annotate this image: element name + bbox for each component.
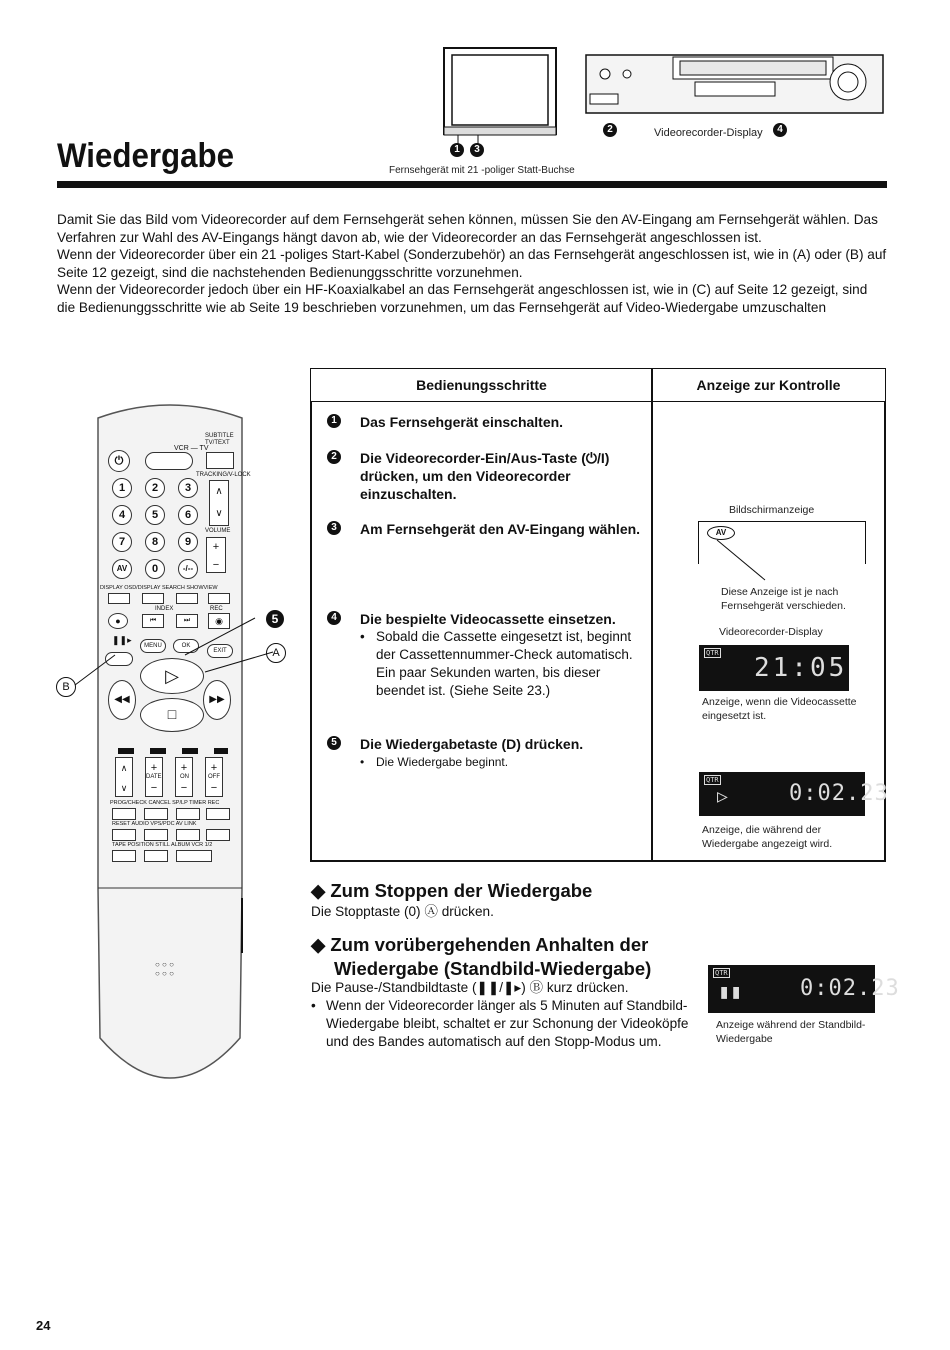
intro-text — [57, 211, 887, 317]
digit-1-button[interactable]: 1 — [112, 478, 132, 498]
chevron-up-icon: ∧ — [215, 486, 223, 497]
step-note: • Die Wiedergabe beginnt. — [360, 753, 642, 771]
title-rule — [57, 181, 887, 188]
diamond-icon: ◆ — [311, 934, 326, 955]
pause-indicator-icon: ▮▮ — [718, 979, 743, 1003]
cancel-button[interactable] — [144, 808, 168, 820]
speaker-holes: ○ ○ ○ ○ ○ ○ — [155, 960, 174, 978]
step-1 — [327, 413, 642, 431]
callout-5: 5 — [266, 610, 284, 628]
screen-pointer-line — [715, 538, 775, 583]
fast-forward-button[interactable]: ▶▶ — [203, 680, 231, 720]
vcr12-switch[interactable] — [176, 850, 212, 862]
step-5 — [327, 735, 642, 771]
timer-rec-button[interactable] — [206, 808, 230, 820]
lcd-tag: QTR — [706, 649, 719, 657]
table-border-left — [310, 401, 312, 861]
screen-label: Bildschirmanzeige — [729, 504, 815, 516]
volume-button[interactable] — [206, 537, 226, 573]
lcd-caption-still: Anzeige während der Standbild-Wiedergabe — [716, 1019, 866, 1045]
remote-label-volume: VOLUME — [205, 528, 231, 534]
still-album-button[interactable] — [144, 850, 168, 862]
page-number: 24 — [36, 1318, 51, 1333]
play-indicator-icon: ▷ — [717, 786, 728, 807]
stop-title: Zum Stoppen der Wiedergabe — [330, 880, 593, 901]
page-title: Wiedergabe — [57, 137, 235, 175]
step-text: Die Videorecorder-Ein/Aus-Taste (⏻/I) drücken, um den Videorecorder einzuschalten. — [360, 450, 610, 502]
step-text: Die Wiedergabetaste (D) drücken. — [360, 736, 584, 752]
rewind-index-button[interactable]: ⏮ — [142, 614, 164, 628]
intro-paragraph: Damit Sie das Bild vom Videorecorder auf dem Fernsehgerät sehen können, müssen Sie den AV-Eingang am Fernsehgerät wählen. Das Verfahren zur Wahl des AV-Eingangs hängt davon ab, wie der Videorecorder an das Fernsehgerät angeschlossen ist. — [57, 212, 878, 245]
remote-label-subtitle — [205, 433, 235, 447]
ttext-label: TV/TEXT — [205, 440, 230, 446]
forward-index-button[interactable]: ⏭ — [176, 614, 198, 628]
tracking-lower-button[interactable]: ∧ ∨ — [115, 757, 133, 797]
vcr-caption: Videorecorder-Display — [654, 127, 763, 139]
step-text: Am Fernsehgerät den AV-Eingang wählen. — [360, 521, 641, 537]
av-button[interactable]: AV — [112, 559, 132, 579]
digit-2-button[interactable]: 2 — [145, 478, 165, 498]
lcd-tag: QTR — [706, 776, 719, 784]
on-button[interactable]: + − — [175, 757, 193, 797]
subtitle-label: SUBTITLE — [205, 433, 234, 439]
off-button[interactable]: + − — [205, 757, 223, 797]
step-3 — [327, 520, 642, 538]
table-header-display: Anzeige zur Kontrolle — [651, 368, 886, 402]
step-number: 3 — [327, 521, 341, 535]
date-button[interactable]: + − — [145, 757, 163, 797]
callout-a: A — [266, 643, 286, 663]
menu-button[interactable]: MENU — [140, 639, 166, 653]
pause-title-line1: Zum vorübergehenden Anhalten der — [330, 934, 649, 955]
record-button[interactable]: ● — [108, 613, 128, 629]
pause-heading — [311, 933, 648, 957]
stop-heading — [311, 879, 592, 903]
remote-divider — [118, 748, 228, 754]
digit-7-button[interactable]: 7 — [112, 532, 132, 552]
remote-label-date: DATE — [146, 774, 162, 780]
av-link-button[interactable] — [206, 829, 230, 841]
vcr-illustration — [585, 52, 885, 117]
tv-text-button[interactable] — [206, 452, 234, 469]
play-button[interactable]: ▷ — [140, 658, 204, 694]
showview-button[interactable] — [208, 593, 230, 604]
callout-1: 1 — [450, 143, 464, 157]
digit-3-button[interactable]: 3 — [178, 478, 198, 498]
power-button[interactable]: ⏻ — [108, 450, 130, 472]
lcd-time: 0:02.23 — [800, 976, 900, 1001]
lcd-frame-line — [884, 645, 886, 691]
tv-caption: Fernsehgerät mit 21 -poliger Statt-Buchse — [389, 165, 575, 176]
remote-label-rec: REC — [210, 606, 223, 612]
lcd-display-play — [699, 772, 889, 816]
remote-label-row3: TAPE POSITION STILL ALBUM VCR 1/2 — [112, 842, 213, 848]
pause-title-line2: Wiedergabe (Standbild-Wiedergabe) — [334, 958, 652, 979]
pause-bullet — [311, 997, 696, 1051]
digit-mode-button[interactable]: -/-- — [178, 559, 198, 579]
osd-button[interactable] — [142, 593, 164, 604]
callout-3: 3 — [470, 143, 484, 157]
digit-0-button[interactable]: 0 — [145, 559, 165, 579]
remote-label-index: INDEX — [155, 606, 174, 612]
step-number: 4 — [327, 611, 341, 625]
exit-button[interactable]: EXIT — [207, 644, 233, 658]
table-border-bottom — [310, 860, 886, 862]
rewind-button[interactable]: ◀◀ — [108, 680, 136, 720]
tv-illustration — [440, 45, 560, 150]
remote-label-row1: PROG/CHECK CANCEL SP/LP TIMER REC — [110, 800, 220, 806]
lcd-caption-insert: Anzeige, wenn die Videocassette eingesetzt ist. — [702, 696, 857, 722]
pause-body: Die Pause-/Standbildtaste (❚❚/❚▸) Ⓑ kurz drücken. — [311, 980, 629, 995]
vps-pdc-button[interactable] — [176, 829, 200, 841]
callout-4: 4 — [773, 123, 787, 137]
digit-6-button[interactable]: 6 — [178, 505, 198, 525]
step-number: 5 — [327, 736, 341, 750]
ok-button[interactable]: OK — [173, 639, 199, 653]
search-button[interactable] — [176, 593, 198, 604]
reset-button[interactable] — [112, 829, 136, 841]
step-number: 2 — [327, 450, 341, 464]
screen-note: Diese Anzeige ist je nach Fernsehgerät verschieden. — [721, 586, 846, 612]
stop-button[interactable]: □ — [140, 698, 204, 732]
table-divider — [651, 401, 653, 861]
remote-label-tracking: TRACKING/V-LOCK — [196, 472, 251, 478]
callout-lines — [55, 610, 285, 700]
remote-label-osd: DISPLAY OSD/DISPLAY SEARCH SHOWVIEW — [100, 585, 218, 591]
table-header-steps: Bedienungsschritte — [310, 368, 653, 402]
intro-paragraph: Wenn der Videorecorder über ein 21 -poliges Start-Kabel (Sonderzubehör) an das Fernsehgerät angeschlossen ist, wie in (A) oder (B) auf Seite 12 gezeigt, sind die nachstehenden Bedienunggsschritte vorzunehmen. — [57, 247, 887, 280]
lcd-display-still — [708, 965, 900, 1013]
sp-lp-button[interactable] — [176, 808, 200, 820]
vcr-tv-switch[interactable] — [145, 452, 193, 470]
plus-icon: + — [212, 541, 220, 553]
intro-paragraph: Wenn der Videorecorder jedoch über ein HF-Koaxialkabel an das Fernsehgerät angeschlossen ist, wie in (C) auf Seite 12 gezeigt, sind die Bedienunggsschritte wie ab Seite 19 beschrieben vorzunehmen, um das Fernsehgerät auf Video-Wiedergabe umzuschalten — [57, 282, 868, 315]
av-indicator: AV — [707, 526, 735, 540]
callout-b: B — [56, 677, 76, 697]
lcd-tag: QTR — [715, 969, 728, 977]
audio-button[interactable] — [144, 829, 168, 841]
digit-8-button[interactable]: 8 — [145, 532, 165, 552]
remote-label-on: ON — [180, 774, 189, 780]
step-number: 1 — [327, 414, 341, 428]
step-note: • Sobald die Cassette eingesetzt ist, beginnt der Cassettennummer-Check automatisch. Ein paar Sekunden warten, bis dieser beendet ist. (Siehe Seite 23.) — [360, 628, 641, 700]
lcd-caption-play: Anzeige, die während der Wiedergabe angezeigt wird. — [702, 824, 833, 850]
pause-still-icon: ❚❚▸ — [112, 635, 132, 645]
step-2 — [327, 449, 642, 503]
stop-body: Die Stopptaste (0) Ⓐ drücken. — [311, 904, 494, 919]
diamond-icon: ◆ — [311, 880, 326, 901]
digit-9-button[interactable]: 9 — [178, 532, 198, 552]
tracking-button[interactable] — [209, 480, 229, 526]
minus-icon: − — [212, 559, 220, 571]
step-4 — [327, 610, 642, 700]
display-button[interactable] — [108, 593, 130, 604]
digit-5-button[interactable]: 5 — [145, 505, 165, 525]
lcd-time: 0:02.23 — [789, 781, 889, 806]
chevron-down-icon: ∨ — [215, 508, 223, 519]
tape-position-button[interactable] — [112, 850, 136, 862]
step-text: Das Fernsehgerät einschalten. — [360, 414, 564, 430]
pause-bullet-text: Wenn der Videorecorder länger als 5 Minuten auf Standbild-Wiedergabe bleibt, schaltet er zur Schonung der Videoköpfe und des Bandes automatisch auf den Stopp-Modus um. — [326, 998, 689, 1049]
lcd-time: 21:05 — [754, 653, 848, 683]
remote-label-row2: RESET AUDIO VPS/PDC AV LINK — [112, 821, 197, 827]
rec-button[interactable]: ◉ — [208, 613, 230, 629]
lcd-display-insert — [699, 645, 849, 691]
remote-label-off: OFF — [208, 774, 220, 780]
vcr-display-label: Videorecorder-Display — [719, 626, 823, 638]
bullet-icon: • — [311, 998, 316, 1013]
digit-4-button[interactable]: 4 — [112, 505, 132, 525]
prog-check-button[interactable] — [112, 808, 136, 820]
step-text: Die bespielte Videocassette einsetzen. — [360, 611, 616, 627]
callout-2: 2 — [603, 123, 617, 137]
remote-label-vcr-tv: VCR — TV — [174, 445, 209, 452]
